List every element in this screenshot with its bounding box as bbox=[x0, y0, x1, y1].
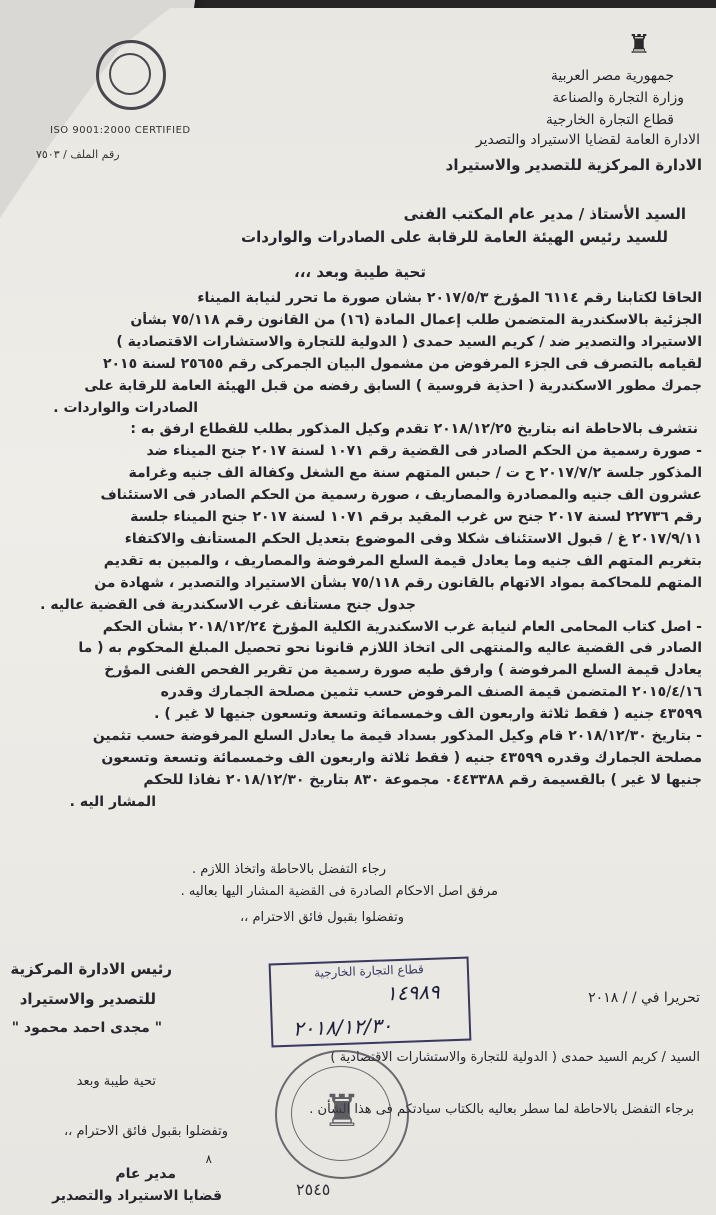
body-line: مصلحة الجمارك وقدره ٤٣٥٩٩ جنيه ( فقط ثلاثة واربعون الف وخمسمائة وتسعة وتسعون bbox=[101, 749, 702, 766]
signature-name: " مجدى احمد محمود " bbox=[11, 1020, 162, 1036]
signature-title-1: رئيس الادارة المركزية bbox=[10, 960, 172, 978]
footer-title-1: مدير عام bbox=[115, 1166, 176, 1182]
body-line: الحاقا لكتابنا رقم ٦١١٤ المؤرخ ٢٠١٧/٥/٣ بشان صورة ما تحرر لنيابة الميناء bbox=[197, 290, 702, 306]
header-ministry: وزارة التجارة والصناعة bbox=[552, 90, 684, 106]
header-department: الادارة العامة لقضايا الاستيراد والتصدير bbox=[475, 132, 700, 148]
body-line: جنيها لا غير ) بالقسيمة رقم ٠٤٤٣٣٨٨ مجموعة ٨٣٠ بتاريخ ٢٠١٨/١٢/٣٠ نفاذا للحكم bbox=[143, 771, 702, 788]
body-line: المتهم للمحاكمة بمواد الاتهام بالقانون رقم ٧٥/١١٨ بشأن الاستيراد والتصدير ، شهادة من bbox=[94, 574, 702, 591]
copy-to-regards: وتفضلوا بقبول فائق الاحترام ،، bbox=[63, 1124, 228, 1139]
body-line: بتغريم المتهم الف جنيه وما يعادل قيمة السلع المرفوضة والمصاريف ، والمبين به تقديم bbox=[103, 552, 702, 569]
closing-regards: وتفضلوا بقبول فائق الاحترام ،، bbox=[239, 910, 404, 925]
body-line: الصادرات والواردات . bbox=[53, 399, 198, 416]
body-line: يعادل قيمة السلع المرفوضة ) وارفق طيه صورة رسمية من تقرير الفحص الفنى المؤرخ bbox=[104, 662, 702, 679]
greeting: تحية طيبة وبعد ،،، bbox=[294, 263, 426, 281]
stamp-date: ٢٠١٨/١٢/٣٠ bbox=[292, 1013, 393, 1041]
body-line: ٤٣٥٩٩ جنيه ( فقط ثلاثة واربعون الف وخمسمائة وتسعة وتسعون جنيها لا غير ) . bbox=[154, 706, 702, 723]
copy-to-greeting: تحية طيبة وبعد bbox=[76, 1074, 156, 1089]
body-line: الصادر فى القضية عاليه والمنتهى الى اتخاذ اللازم قانونا نحو تحصيل المبلغ المحكوم به ( ما bbox=[78, 640, 702, 657]
body-line: لقيامه بالتصرف فى الجزء المرفوض من مشمول البيان الجمركى رقم ٢٥٦٥٥ لسنة ٢٠١٥ bbox=[102, 355, 702, 372]
stamp-number: ١٤٩٨٩ bbox=[385, 979, 441, 1006]
body-line: ٢٠١٥/٤/١٦ المتضمن قيمة الصنف المرفوض حسب تثمين مصلحة الجمارك وقدره bbox=[160, 684, 702, 701]
addressee-line-1: السيد الأستاذ / مدير عام المكتب الفنى bbox=[403, 205, 686, 223]
body-line: المشار اليه . bbox=[69, 793, 156, 810]
body-line: عشرون الف جنيه والمصادرة والمصاريف ، صورة رسمية من الحكم الصادر فى الاستئناف bbox=[100, 487, 702, 504]
stamp-title: قطاع التجارة الخارجية bbox=[313, 962, 425, 980]
body-line: ٢٠١٧/٩/١١ غ / قبول الاستئناف شكلا وفى الموضوع بتعديل الحكم المستأنف والاكتفاء bbox=[124, 530, 702, 547]
seal-eagle-icon: ♜ bbox=[322, 1086, 362, 1137]
file-number: رقم الملف / ٧٥٠٣ bbox=[36, 148, 120, 161]
header-sector: قطاع التجارة الخارجية bbox=[545, 112, 674, 128]
certification-seal-icon bbox=[96, 40, 166, 110]
body-line: جدول جنح مستأنف غرب الاسكندرية فى القضية عاليه . bbox=[40, 596, 416, 613]
date-label: تحريرا في / / ٢٠١٨ bbox=[588, 990, 700, 1006]
body-line: - صورة رسمية من الحكم الصادر فى القضية رقم ١٠٧١ لسنة ٢٠١٧ جنح الميناء ضد bbox=[146, 443, 702, 460]
footer-mark: ٨ bbox=[205, 1152, 212, 1166]
header-central-admin: الادارة المركزية للتصدير والاستيراد bbox=[445, 156, 702, 174]
official-round-seal bbox=[275, 1050, 409, 1179]
header-country: جمهورية مصر العربية bbox=[550, 68, 674, 84]
iso-certified-label: ISO 9001:2000 CERTIFIED bbox=[50, 125, 191, 136]
body-line: الجزئية بالاسكندرية المتضمن طلب إعمال المادة (١٦) من القانون رقم ٧٥/١١٨ بشأن bbox=[130, 311, 702, 328]
copy-to-line: السيد / كريم السيد حمدى ( الدولية للتجارة والاستشارات الاقتصادية ) bbox=[330, 1050, 700, 1065]
signature-title-2: للتصدير والاستيراد bbox=[19, 990, 156, 1008]
body-line: - اصل كتاب المحامى العام لنيابة غرب الاسكندرية الكلية المؤرخ ٢٠١٨/١٢/٢٤ بشأن الحكم bbox=[102, 618, 702, 635]
body-line: جمرك مطور الاسكندرية ( احذية فروسية ) السابق رفضه من قبل الهيئة العامة للرقابة على bbox=[84, 377, 702, 394]
closing-request: رجاء التفضل بالاحاطة واتخاذ اللازم . bbox=[192, 862, 386, 877]
footer-title-2: قضايا الاستيراد والتصدير bbox=[52, 1188, 222, 1204]
closing-attachment: مرفق اصل الاحكام الصادرة فى القضية المشار اليها بعاليه . bbox=[180, 884, 498, 899]
copy-to-request: برجاء التفضل بالاحاطة لما سطر بعاليه بالكتاب سيادتكم فى هذا الشأن . bbox=[309, 1102, 694, 1117]
body-line: نتشرف بالاحاطة انه بتاريخ ٢٠١٨/١٢/٢٥ تقدم وكيل المذكور بطلب للقطاع ارفق به : bbox=[130, 421, 698, 438]
body-line: - بتاريخ ٢٠١٨/١٢/٣٠ قام وكيل المذكور بسداد قيمة ما يعادل السلع المرفوضة حسب تثمين bbox=[92, 728, 702, 744]
footer-number: ٢٥٤٥ bbox=[296, 1180, 331, 1199]
addressee-line-2: للسيد رئيس الهيئة العامة للرقابة على الصادرات والواردات bbox=[241, 228, 668, 246]
body-line: المذكور جلسة ٢٠١٧/٧/٢ ح ت / حبس المتهم سنة مع الشغل وكفالة الف جنيه وغرامة bbox=[128, 465, 702, 482]
body-line: الاستيراد والتصدير ضد / كريم السيد حمدى ( الدولية للتجارة والاستشارات الاقتصادية ) bbox=[116, 333, 702, 350]
body-line: رقم ٢٢٧٣٦ لسنة ٢٠١٧ جنح س غرب المقيد برقم ١٠٧١ لسنة ٢٠١٧ جنح الميناء جلسة bbox=[130, 509, 702, 525]
eagle-emblem-icon: ♜ bbox=[627, 30, 651, 60]
incoming-stamp bbox=[269, 957, 472, 1048]
